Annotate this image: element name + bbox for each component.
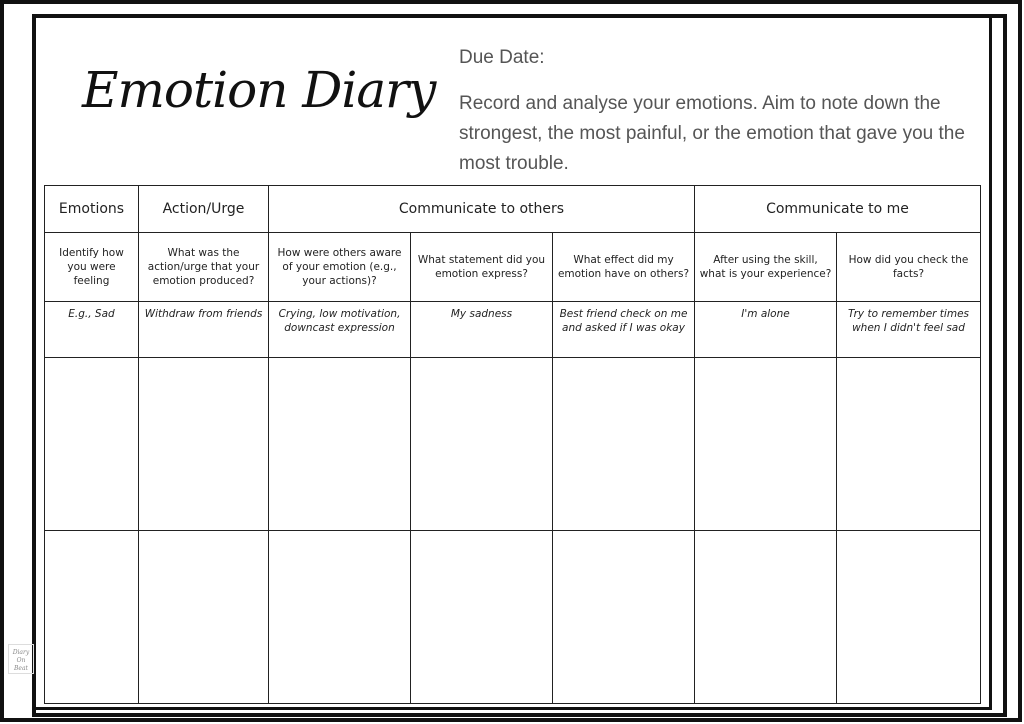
example-cell: E.g., Sad — [45, 302, 139, 358]
header-action-urge: Action/Urge — [139, 186, 269, 233]
example-cell: I'm alone — [695, 302, 837, 358]
entry-cell[interactable] — [411, 358, 553, 531]
header-row — [45, 186, 981, 233]
entry-cell[interactable] — [139, 358, 269, 531]
instructions-text: Record and analyse your emotions. Aim to note down the strongest, the most painful, or the emotion that gave you the most trouble. — [459, 93, 965, 174]
blank-entry-row — [45, 531, 981, 704]
subheader-cell: What was the action/urge that your emotion produced? — [139, 233, 269, 302]
entry-cell[interactable] — [269, 531, 411, 704]
subheader-row — [45, 233, 981, 302]
entry-cell[interactable] — [45, 358, 139, 531]
example-cell: Best friend check on me and asked if I was okay — [553, 302, 695, 358]
page-title: Emotion Diary — [82, 61, 436, 119]
blank-entry-row — [45, 358, 981, 531]
diary-table — [44, 185, 981, 704]
entry-cell[interactable] — [411, 531, 553, 704]
entry-cell[interactable] — [553, 531, 695, 704]
brand-logo: Diary On Beat — [8, 644, 34, 674]
header-emotions: Emotions — [45, 186, 139, 233]
subheader-cell: How did you check the facts? — [837, 233, 981, 302]
header-communicate-me: Communicate to me — [695, 186, 981, 233]
example-cell: Try to remember times when I didn't feel sad — [837, 302, 981, 358]
entry-cell[interactable] — [837, 358, 981, 531]
header-communicate-others: Communicate to others — [269, 186, 695, 233]
example-cell: Crying, low motivation, downcast expression — [269, 302, 411, 358]
entry-cell[interactable] — [269, 358, 411, 531]
example-cell: Withdraw from friends — [139, 302, 269, 358]
subheader-cell: After using the skill, what is your experience? — [695, 233, 837, 302]
entry-cell[interactable] — [695, 531, 837, 704]
example-cell: My sadness — [411, 302, 553, 358]
example-row — [45, 302, 981, 358]
subheader-cell: Identify how you were feeling — [45, 233, 139, 302]
entry-cell[interactable] — [139, 531, 269, 704]
entry-cell[interactable] — [695, 358, 837, 531]
subheader-cell: What effect did my emotion have on others? — [553, 233, 695, 302]
subheader-cell: How were others aware of your emotion (e.g., your actions)? — [269, 233, 411, 302]
entry-cell[interactable] — [45, 531, 139, 704]
entry-cell[interactable] — [837, 531, 981, 704]
entry-cell[interactable] — [553, 358, 695, 531]
subheader-cell: What statement did you emotion express? — [411, 233, 553, 302]
due-date-label: Due Date: — [459, 47, 545, 68]
